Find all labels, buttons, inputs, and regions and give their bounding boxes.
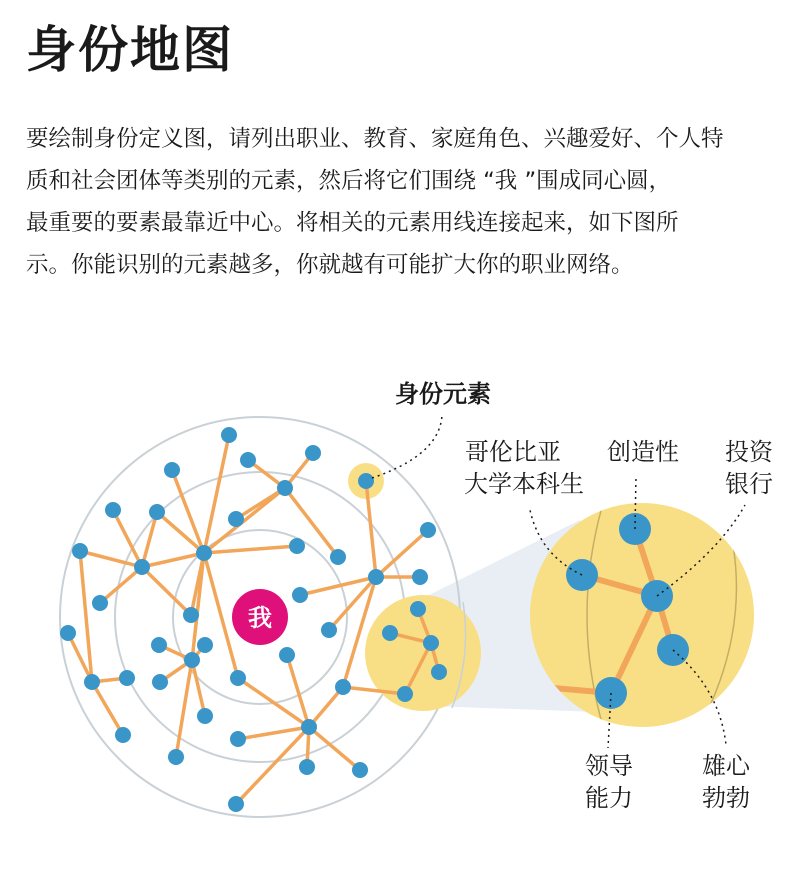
network-node [305,445,321,461]
network-node [149,504,165,520]
label-columbia: 哥伦比亚 [465,438,561,466]
network-node [299,759,315,775]
center-self-label: 我 [248,604,272,632]
network-node [368,569,384,585]
network-node [397,686,413,702]
label-leadership: 能力 [585,784,633,812]
network-node [277,480,293,496]
label-ambition: 雄心 [702,752,750,780]
network-node [152,674,168,690]
network-node [184,652,200,668]
network-node [420,522,436,538]
identity-element-label: 身份元素 [395,380,491,408]
network-node [321,622,337,638]
network-node [335,679,351,695]
label-investment-banking: 银行 [725,470,773,498]
page-title: 身份地图 [26,21,234,79]
network-node [197,637,213,653]
network-node [330,549,346,565]
label-ambition: 勃勃 [702,784,750,812]
network-node [60,625,76,641]
network-node [221,427,237,443]
network-node [240,452,256,468]
network-node [292,587,308,603]
network-node [228,511,244,527]
network-node [431,664,447,680]
network-node [164,462,180,478]
network-node [358,473,374,489]
intro-line: 质和社会团体等类别的元素，然后将它们围绕 “我 ”围成同心圆， [26,168,672,194]
network-node [230,731,246,747]
identity-callout-leader [372,415,442,478]
network-node [115,727,131,743]
network-node [423,635,439,651]
network-node [197,708,213,724]
intro-line: 要绘制身份定义图，请列出职业、教育、家庭角色、兴趣爱好、个人特 [26,126,724,152]
network-node [168,749,184,765]
network-node [105,502,121,518]
label-creativity: 创造性 [607,438,679,466]
network-node [119,670,135,686]
network-node [230,670,246,686]
network-node [228,796,244,812]
network-node [151,637,167,653]
network-node [352,762,368,778]
network-node [72,543,88,559]
network-node [92,595,108,611]
network-node [382,625,398,641]
network-node [196,545,212,561]
network-node [279,647,295,663]
network-node [84,674,100,690]
label-investment-banking: 投资 [725,438,773,466]
network-node [410,601,426,617]
network-node [183,607,199,623]
intro-line: 示。你能识别的元素越多，你就越有可能扩大你的职业网络。 [26,252,634,278]
label-leadership: 领导 [585,752,633,780]
network-node [134,559,150,575]
label-columbia: 大学本科生 [464,470,584,498]
intro-line: 最重要的要素最靠近中心。将相关的元素用线连接起来，如下图所 [26,210,679,236]
network-node [289,538,305,554]
network-node [301,719,317,735]
network-node [412,569,428,585]
